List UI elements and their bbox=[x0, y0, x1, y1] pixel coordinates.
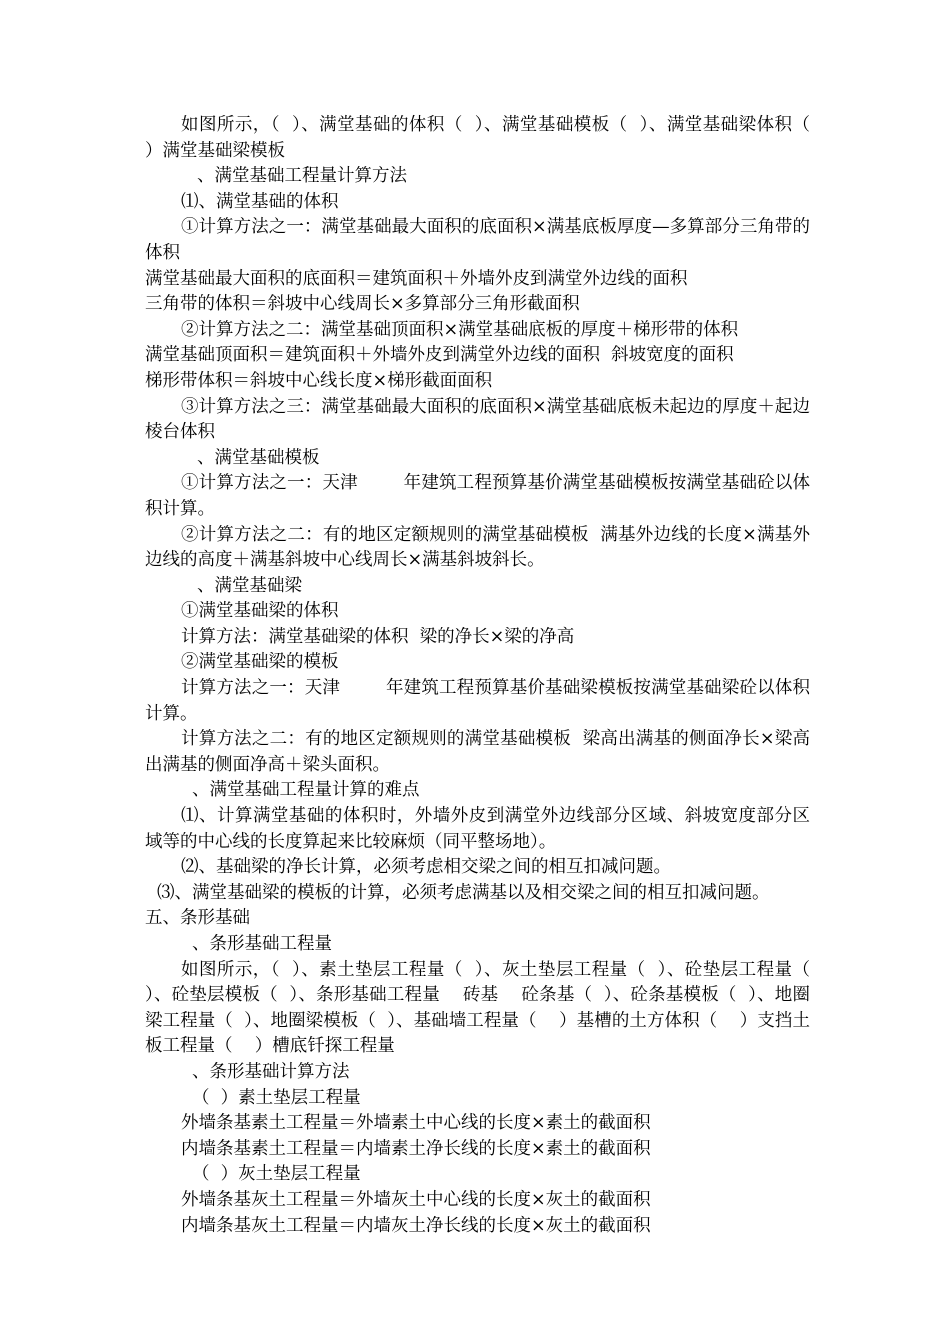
formula-line: 梯形带体积＝斜坡中心线长度×梯形截面面积 bbox=[145, 370, 493, 391]
subsection-heading: （ ）素土垫层工程量 bbox=[192, 1087, 361, 1108]
method-paragraph: ①计算方法之一：天津 年建筑工程预算基价满堂基础模板按满堂基础砼以体积计算。 bbox=[145, 473, 810, 519]
section-heading: 、满堂基础工程量计算的难点 bbox=[192, 780, 420, 801]
difficulty-item: ⑴、计算满堂基础的体积时，外墙外皮到满堂外边线部分区域、斜坡宽度部分区域等的中心线的长度算起来比较麻烦（同平整场地）。 bbox=[145, 806, 810, 852]
section-heading: 、满堂基础工程量计算方法 bbox=[197, 166, 407, 187]
method-paragraph: ①计算方法之一：满堂基础最大面积的底面积×满基底板厚度—多算部分三角带的体积 bbox=[145, 217, 810, 263]
formula-line: 满堂基础顶面积＝建筑面积＋外墙外皮到满堂外边线的面积 斜坡宽度的面积 bbox=[145, 345, 734, 366]
chapter-heading: 五、条形基础 bbox=[145, 908, 250, 929]
document-body bbox=[145, 113, 822, 1239]
formula-line: 满堂基础最大面积的底面积＝建筑面积＋外墙外皮到满堂外边线的面积 bbox=[145, 268, 688, 289]
difficulty-item: ⑶、满堂基础梁的模板的计算，必须考虑满基以及相交梁之间的相互扣减问题。 bbox=[157, 882, 770, 903]
subsection-heading: ②满堂基础梁的模板 bbox=[181, 652, 339, 673]
section-heading: 、满堂基础模板 bbox=[197, 447, 320, 468]
method-paragraph: ②计算方法之二：有的地区定额规则的满堂基础模板 满基外边线的长度×满基外边线的高度＋满基斜坡中心线周长×满基斜坡斜长。 bbox=[145, 524, 810, 571]
method-paragraph: 计算方法之二：有的地区定额规则的满堂基础模板 梁高出满基的侧面净长×梁高出满基的侧面净高＋梁头面积。 bbox=[145, 729, 810, 775]
method-paragraph: ②计算方法之二：满堂基础顶面积×满堂基础底板的厚度＋梯形带的体积 bbox=[181, 319, 739, 340]
formula-line: 外墙条基灰土工程量＝外墙灰土中心线的长度×灰土的截面积 bbox=[181, 1189, 651, 1210]
section-heading: 、条形基础工程量 bbox=[192, 934, 332, 954]
section-heading: 、条形基础计算方法 bbox=[192, 1061, 350, 1082]
method-paragraph: ③计算方法之三：满堂基础最大面积的底面积×满堂基础底板未起边的厚度＋起边棱台体积 bbox=[145, 396, 810, 443]
intro-paragraph: 如图所示，（ ）、素土垫层工程量（ ）、灰土垫层工程量（ ）、砼垫层工程量（ ）、砼垫层模板（ ）、条形基础工程量 砖基 砼条基（ ）、砼条基模板（ ）、地圈梁工程量（ ）、地圈梁模板（ ）、基础墙工程量（ ）基槽的土方体积（ ）支挡土板工程量（ ）槽底钎探工程量 bbox=[145, 959, 822, 1057]
method-paragraph: 计算方法之一：天津 年建筑工程预算基价基础梁模板按满堂基础梁砼以体积计算。 bbox=[145, 678, 810, 724]
method-paragraph: 计算方法：满堂基础梁的体积 梁的净长×梁的净高 bbox=[181, 626, 575, 647]
subsection-heading: ①满堂基础梁的体积 bbox=[181, 601, 339, 622]
formula-line: 内墙条基灰土工程量＝内墙灰土净长线的长度×灰土的截面积 bbox=[181, 1215, 651, 1236]
difficulty-item: ⑵、基础梁的净长计算，必须考虑相交梁之间的相互扣减问题。 bbox=[181, 857, 671, 878]
formula-line: 内墙条基素土工程量＝内墙素土净长线的长度×素土的截面积 bbox=[181, 1138, 651, 1159]
intro-paragraph: 如图所示，（ ）、满堂基础的体积（ ）、满堂基础模板（ ）、满堂基础梁体积（ ）满堂基础梁模板 bbox=[145, 115, 822, 161]
subsection-heading: ⑴、满堂基础的体积 bbox=[181, 191, 339, 212]
section-heading: 、满堂基础梁 bbox=[197, 575, 302, 596]
formula-line: 外墙条基素土工程量＝外墙素土中心线的长度×素土的截面积 bbox=[181, 1113, 651, 1134]
formula-line: 三角带的体积＝斜坡中心线周长×多算部分三角形截面积 bbox=[145, 294, 580, 315]
subsection-heading: （ ）灰土垫层工程量 bbox=[192, 1164, 361, 1185]
